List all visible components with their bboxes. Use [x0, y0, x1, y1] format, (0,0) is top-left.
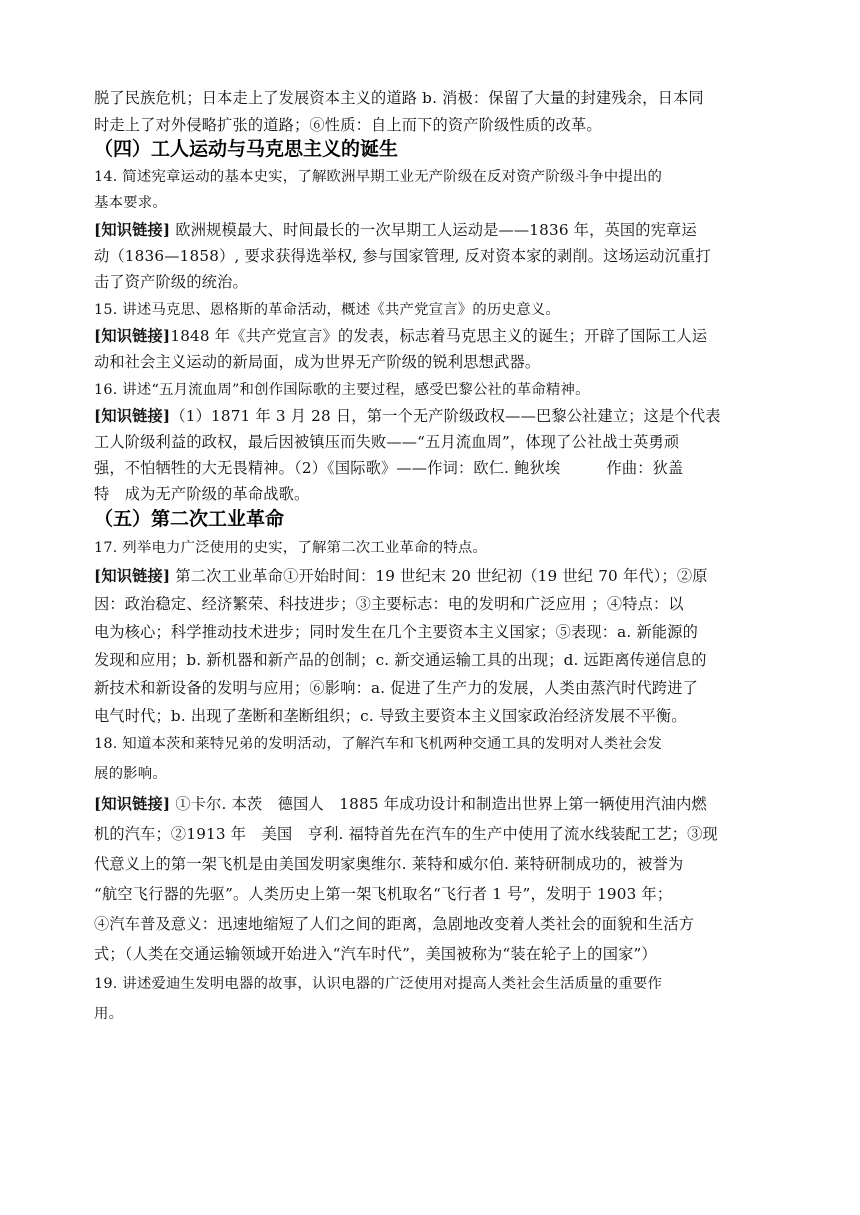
- knowledge-link-label: [知识链接]: [94, 221, 171, 239]
- line-text: 击了资产阶级的统治。: [94, 273, 248, 291]
- line-text: 展的影响。: [94, 766, 167, 782]
- line-text: 工人阶级利益的政权，最后因被镇压而失败——“五月流血周”，体现了公社战士英勇顽: [94, 433, 680, 451]
- line-text: 脱了民族危机；日本走上了发展资本主义的道路 b. 消极：保留了大量的封建残余，日本同: [94, 89, 704, 107]
- line-text: 16. 讲述“五月流血周”和创作国际歌的主要过程，感受巴黎公社的革命精神。: [94, 382, 590, 398]
- line-text: 1848 年《共产党宣言》的发表，标志着马克思主义的诞生；开辟了国际工人运: [170, 327, 708, 345]
- text-line: [94, 350, 540, 375]
- line-text: 强，不怕牺牲的大无畏精神。（2）《国际歌》——作词：欧仁. 鲍狄埃 作曲：狄盖: [94, 459, 684, 477]
- line-text: 动（1836—1858）, 要求获得选举权, 参与国家管理, 反对资本家的剥削。这场运动沉重打: [94, 247, 711, 265]
- text-line: [94, 648, 707, 673]
- line-text: “航空飞行器的先驱”。人类历史上第一架飞机取名“飞行者 1 号”，发明于 1903 年；: [94, 885, 673, 903]
- text-line: [94, 324, 707, 349]
- line-text: 欧洲规模最大、时间最长的一次早期工人运动是——1836 年，英国的宪章运: [170, 221, 697, 239]
- line-text: 电气时代；b. 出现了垄断和垄断组织；c. 导致主要资本主义国家政治经济发展不平衡。: [94, 707, 687, 725]
- line-text: （四）工人运动与马克思主义的诞生: [94, 138, 399, 160]
- knowledge-link-label: [知识链接]: [94, 327, 171, 345]
- line-text: （1）1871 年 3 月 28 日，第一个无产阶级政权——巴黎公社建立；这是个代表: [170, 407, 721, 425]
- line-text: 18. 知道本茨和莱特兄弟的发明活动，了解汽车和飞机两种交通工具的发明对人类社会发: [94, 736, 663, 752]
- line-text: 第二次工业革命①开始时间：19 世纪末 20 世纪初（19 世纪 70 年代）；②原: [170, 567, 708, 585]
- line-text: （五）第二次工业革命: [94, 508, 285, 530]
- question-line: [94, 378, 590, 403]
- question-line: [94, 732, 662, 757]
- line-text: 发现和应用；b. 新机器和新产品的创制；c. 新交通运输工具的出现；d. 远距离传递信息的: [94, 651, 707, 669]
- question-line: [94, 298, 560, 323]
- text-line: [94, 564, 708, 589]
- line-text: 用。: [94, 1006, 124, 1022]
- line-text: 15. 讲述马克思、恩格斯的革命活动，概述《共产党宣言》的历史意义。: [94, 302, 560, 318]
- question-line: [94, 762, 167, 787]
- text-line: [94, 704, 687, 729]
- line-text: 时走上了对外侵略扩张的道路；⑥性质：自上而下的资产阶级性质的改革。: [94, 116, 602, 134]
- text-line: [94, 404, 721, 429]
- text-line: [94, 430, 679, 455]
- question-line: [94, 972, 662, 997]
- line-text: 代意义上的第一架飞机是由美国发明家奥维尔. 莱特和威尔伯. 莱特研制成功的，被誉为: [94, 855, 684, 873]
- text-line: [94, 676, 698, 701]
- text-line: [94, 456, 683, 481]
- section-heading: [94, 507, 284, 532]
- knowledge-link-label: [知识链接]: [94, 795, 171, 813]
- line-text: 因：政治稳定、经济繁荣、科技进步；③主要标志：电的发明和广泛应用 ；④特点：以: [94, 595, 684, 613]
- text-line: [94, 270, 248, 295]
- text-line: [94, 113, 602, 138]
- text-line: [94, 620, 698, 645]
- question-line: [94, 536, 487, 561]
- knowledge-link-label: [知识链接]: [94, 567, 171, 585]
- question-line: [94, 191, 167, 216]
- line-text: 14. 简述宪章运动的基本史实，了解欧洲早期工业无产阶级在反对资产阶级斗争中提出的: [94, 169, 663, 185]
- line-text: ④汽车普及意义：迅速地缩短了人们之间的距离，急剧地改变着人类社会的面貌和生活方: [94, 915, 695, 933]
- line-text: 17. 列举电力广泛使用的史实，了解第二次工业革命的特点。: [94, 540, 488, 556]
- line-text: 动和社会主义运动的新局面，成为世界无产阶级的锐利思想武器。: [94, 353, 541, 371]
- line-text: 机的汽车；②1913 年 美国 亨利. 福特首先在汽车的生产中使用了流水线装配工艺；③现: [94, 825, 718, 843]
- text-line: [94, 942, 657, 967]
- line-text: 新技术和新设备的发明与应用；⑥影响：a. 促进了生产力的发展，人类由蒸汽时代跨进了: [94, 679, 699, 697]
- text-line: [94, 482, 309, 507]
- text-line: [94, 882, 672, 907]
- line-text: 电为核心；科学推动技术进步；同时发生在几个主要资本主义国家；⑤表现：a. 新能源的: [94, 623, 699, 641]
- text-line: [94, 852, 683, 877]
- text-line: [94, 792, 707, 817]
- knowledge-link-label: [知识链接]: [94, 407, 171, 425]
- text-line: [94, 218, 697, 243]
- text-line: [94, 244, 711, 269]
- text-line: [94, 912, 694, 937]
- line-text: 特 成为无产阶级的革命战歌。: [94, 485, 310, 503]
- line-text: 式；（人类在交通运输领域开始进入“汽车时代”，美国被称为“装在轮子上的国家”）: [94, 945, 657, 963]
- question-line: [94, 165, 662, 190]
- line-text: 19. 讲述爱迪生发明电器的故事，认识电器的广泛使用对提高人类社会生活质量的重要作: [94, 976, 663, 992]
- section-heading: [94, 137, 398, 162]
- text-line: [94, 822, 718, 847]
- text-line: [94, 86, 704, 111]
- line-text: 基本要求。: [94, 195, 167, 211]
- text-line: [94, 592, 684, 617]
- line-text: ①卡尔. 本茨 德国人 1885 年成功设计和制造出世界上第一辆使用汽油内燃: [170, 795, 707, 813]
- question-line: [94, 1002, 123, 1027]
